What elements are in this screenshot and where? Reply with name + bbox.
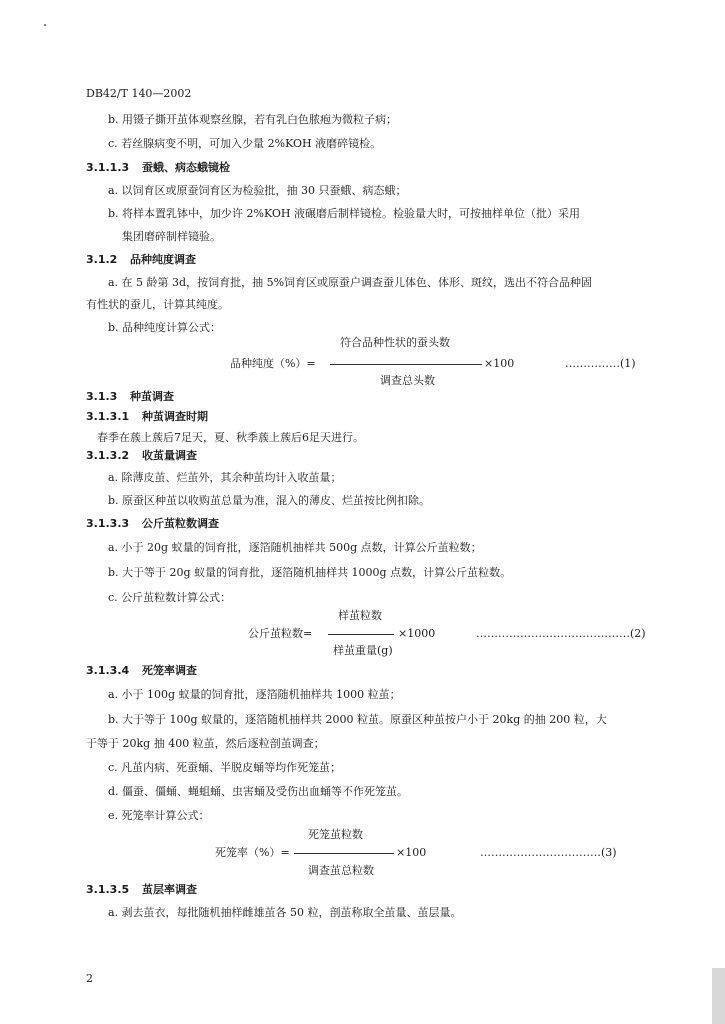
section-title: 死笼率调查 (142, 664, 197, 677)
page-number: 2 (86, 972, 93, 985)
doc-code: DB42/T 140—2002 (86, 87, 192, 100)
text-line: c. 公斤茧粒数计算公式： (108, 591, 232, 604)
scan-edge-mark (712, 968, 725, 1024)
formula-2-fraction-line (328, 634, 394, 635)
section-number: 3.1.3.5 (86, 883, 130, 896)
formula-2-number: ……………………………………(2) (476, 627, 646, 640)
section-number: 3.1.1.3 (86, 161, 130, 174)
text-line: b. 大于等于 20g 蚁量的饲育批，逐箔随机抽样共 1000g 点数，计算公斤茧粒数。 (108, 566, 512, 579)
text-line: b. 品种纯度计算公式： (108, 321, 222, 334)
formula-1-fraction-line (330, 364, 482, 365)
formula-1-left: 品种纯度（%）= (230, 357, 316, 370)
scan-mark-dot (44, 24, 46, 26)
formula-3-left: 死笼率（%）= (215, 846, 290, 859)
section-title: 品种纯度调查 (130, 253, 196, 266)
section-title: 公斤茧粒数调查 (142, 517, 219, 530)
formula-2-left: 公斤茧粒数= (248, 627, 313, 640)
text-line: a. 剥去茧衣，每批随机抽样雌雄茧各 50 粒，剖茧称取全茧量、茧层量。 (108, 906, 462, 919)
text-line: a. 以饲育区或原蚕饲育区为检验批，抽 30 只蚕蛾、病态蛾； (108, 184, 407, 197)
formula-1-multiplier: ×100 (484, 357, 515, 370)
formula-1-numerator: 符合品种性状的蚕头数 (340, 336, 450, 349)
text-line: a. 除薄皮茧、烂茧外，其余种茧均计入收茧量； (108, 471, 342, 484)
formula-1-denominator: 调查总头数 (380, 374, 435, 387)
formula-3-numerator: 死笼茧粒数 (308, 828, 363, 841)
section-title: 收茧量调查 (142, 449, 197, 462)
text-line: d. 僵蚕、僵蛹、蝇蛆蛹、虫害蛹及受伤出血蛹等不作死笼茧。 (108, 785, 409, 798)
text-line: a. 在 5 龄第 3d，按饲育批，抽 5%饲育区或原蚕户调查蚕儿体色、体形、斑纹，选出不符合品种固 (108, 276, 593, 289)
section-title: 蚕蛾、病态蛾镜检 (142, 161, 230, 174)
text-line: 集团磨碎制样镜验。 (122, 230, 221, 243)
text-line: a. 小于 100g 蚁量的饲育批，逐箔随机抽样共 1000 粒茧； (108, 688, 401, 701)
text-line: 于等于 20kg 抽 400 粒茧，然后逐粒剖茧调查； (86, 737, 325, 750)
text-line: b. 大于等于 100g 蚁量的，逐箔随机抽样共 2000 粒茧。原蚕区种茧按户小于 20kg 的抽 200 粒，大 (108, 713, 607, 726)
formula-2-numerator: 样茧粒数 (338, 609, 382, 622)
section-title: 种茧调查 (130, 390, 174, 403)
section-number: 3.1.3.4 (86, 664, 130, 677)
section-number: 3.1.3.2 (86, 449, 130, 462)
formula-3-number: ……………………………(3) (480, 846, 617, 859)
text-line: c. 若丝腺病变不明，可加入少量 2%KOH 液磨碎镜检。 (108, 137, 382, 150)
section-number: 3.1.2 (86, 253, 118, 266)
formula-3-multiplier: ×100 (396, 846, 427, 859)
formula-1-number: ……………(1) (565, 357, 636, 370)
section-number: 3.1.3 (86, 390, 118, 403)
text-line: 春季在蔟上蔟后7足天，夏、秋季蔟上蔟后6足天进行。 (97, 431, 364, 444)
text-line: b. 将样本置乳钵中，加少许 2%KOH 液碾磨后制样镜检。检验量大时，可按抽样单位（批）采用 (108, 207, 581, 220)
section-number: 3.1.3.3 (86, 517, 130, 530)
formula-2-multiplier: ×1000 (398, 627, 436, 640)
section-number: 3.1.3.1 (86, 410, 130, 423)
text-line: c. 凡茧内病、死蚕蛹、半脱皮蛹等均作死笼茧； (108, 761, 342, 774)
section-title: 茧层率调查 (142, 883, 197, 896)
text-line: e. 死笼率计算公式： (108, 809, 210, 822)
formula-3-fraction-line (294, 853, 394, 854)
section-title: 种茧调查时期 (142, 410, 208, 423)
formula-2-denominator: 样茧重量(g) (333, 644, 393, 657)
formula-3-denominator: 调查茧总粒数 (308, 864, 374, 877)
text-line: b. 用镊子撕开茧体观察丝腺，若有乳白色脓疱为微粒子病； (108, 113, 398, 126)
text-line: 有性状的蚕儿，计算其纯度。 (86, 298, 229, 311)
text-line: a. 小于 20g 蚁量的饲育批，逐箔随机抽样共 500g 点数，计算公斤茧粒数； (108, 541, 482, 554)
text-line: b. 原蚕区种茧以收购茧总量为准，混入的薄皮、烂茧按比例扣除。 (108, 494, 431, 507)
